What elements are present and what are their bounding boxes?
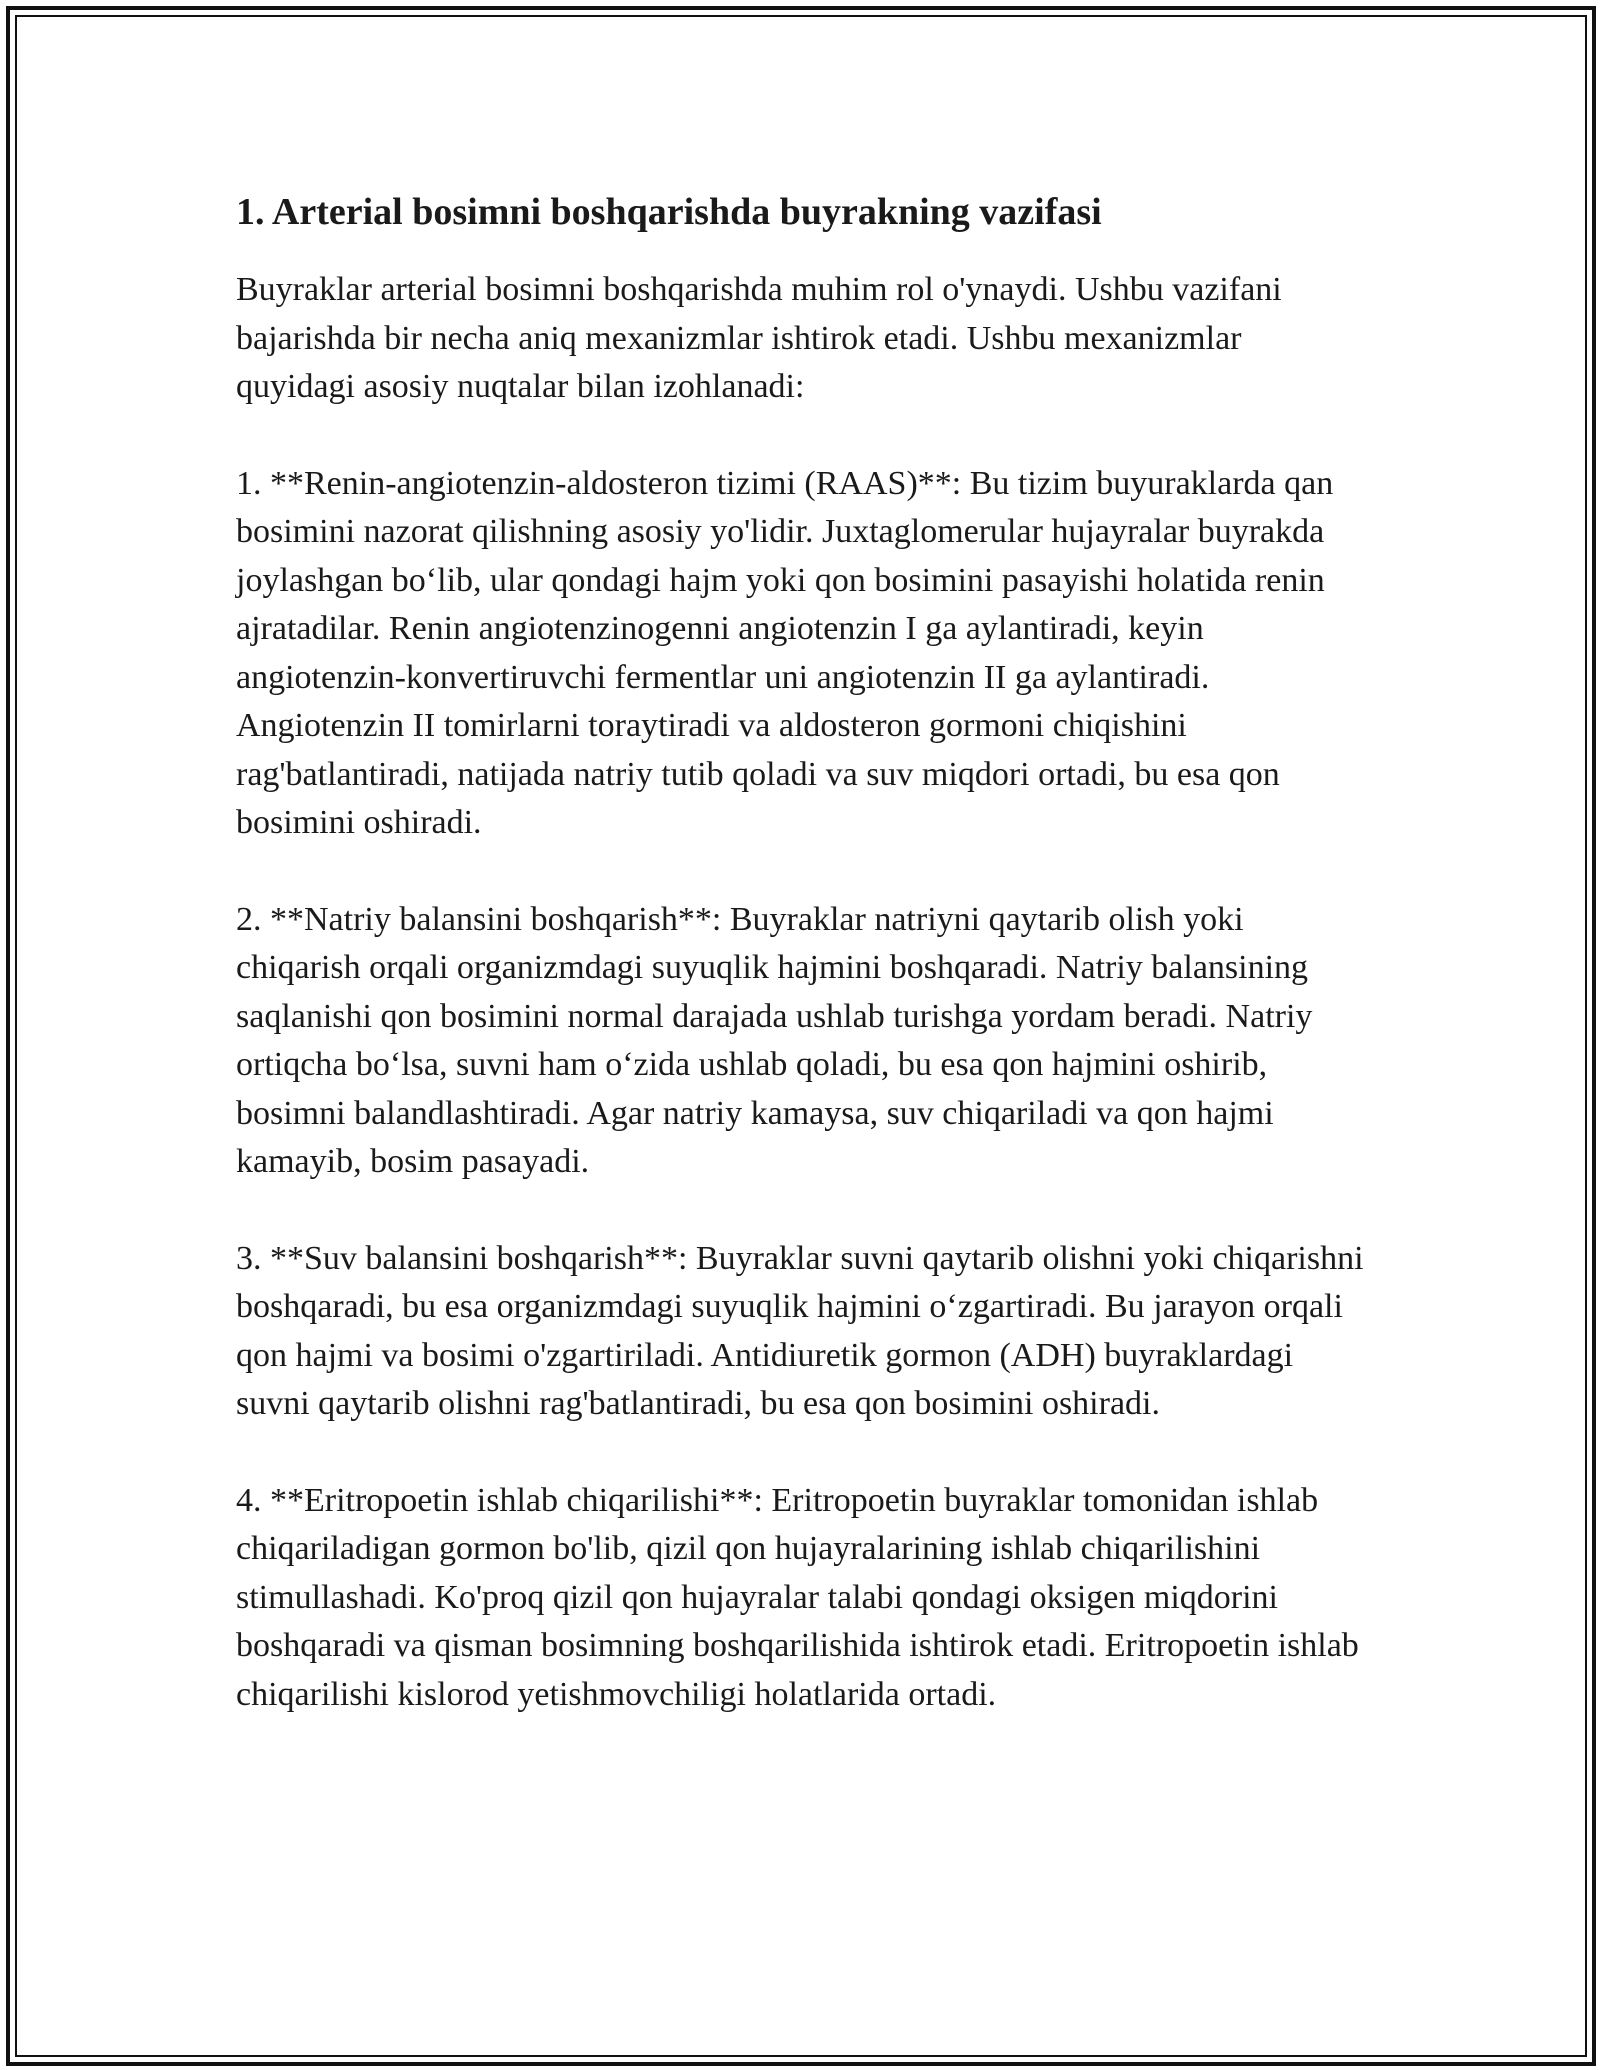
document-body xyxy=(236,186,1366,1767)
paragraph-water-balance: 3. **Suv balansini boshqarish**: Buyraklar suvni qaytarib olishni yoki chiqarishni boshqaradi, bu esa organizmdagi suyuqlik hajmini o‘zgartiradi. Bu jarayon orqali qon hajmi va bosimi o'zgartiriladi. Antidiuretik gormon (ADH) buyraklardagi suvni qaytarib olishni rag'batlantiradi, bu esa qon bosimini oshiradi. xyxy=(236,1239,1364,1422)
paragraph-raas: 1. **Renin-angiotenzin-aldosteron tizimi (RAAS)**: Bu tizim buyuraklarda qan bosimini nazorat qilishning asosiy yo'lidir. Juxtaglomerular hujayralar buyrakda joylashgan bo‘lib, ular qondagi hajm yoki qon bosimini pasayishi holatida renin ajratadilar. Renin angiotenzinogenni angiotenzin I ga aylantiradi, keyin angiotenzin-konvertiruvchi fermentlar uni angiotenzin II ga aylantiradi. Angiotenzin II tomirlarni toraytiradi va aldosteron gormoni chiqishini rag'batlantiradi, natijada natriy tutib qoladi va suv miqdori ortadi, bu esa qon bosimini oshiradi. xyxy=(236,464,1334,841)
paragraph-erythropoietin: 4. **Eritropoetin ishlab chiqarilishi**: Eritropoetin buyraklar tomonidan ishlab chiqariladigan gormon bo'lib, qizil qon hujayralarining ishlab chiqarilishini stimullashadi. Ko'proq qizil qon hujayralar talabi qondagi oksigen miqdorini boshqaradi va qisman bosimning boshqarilishida ishtirok etadi. Eritropoetin ishlab chiqarilishi kislorod yetishmovchiligi holatlarida ortadi. xyxy=(236,1481,1359,1713)
section-heading: 1. Arterial bosimni boshqarishda buyrakning vazifasi xyxy=(236,191,1102,233)
intro-paragraph: Buyraklar arterial bosimni boshqarishda muhim rol o'ynaydi. Ushbu vazifani bajarishda bir necha aniq mexanizmlar ishtirok etadi. Ushbu mexanizmlar quyidagi asosiy nuqtalar bilan izohlanadi: xyxy=(236,271,1282,405)
paragraph-sodium-balance: 2. **Natriy balansini boshqarish**: Buyraklar natriyni qaytarib olish yoki chiqarish orqali organizmdagi suyuqlik hajmini boshqaradi. Natriy balansining saqlanishi qon bosimini normal darajada ushlab turishga yordam beradi. Natriy ortiqcha bo‘lsa, suvni ham o‘zida ushlab qoladi, bu esa qon hajmini oshirib, bosimni balandlashtiradi. Agar natriy kamaysa, suv chiqariladi va qon hajmi kamayib, bosim pasayadi. xyxy=(236,900,1313,1180)
